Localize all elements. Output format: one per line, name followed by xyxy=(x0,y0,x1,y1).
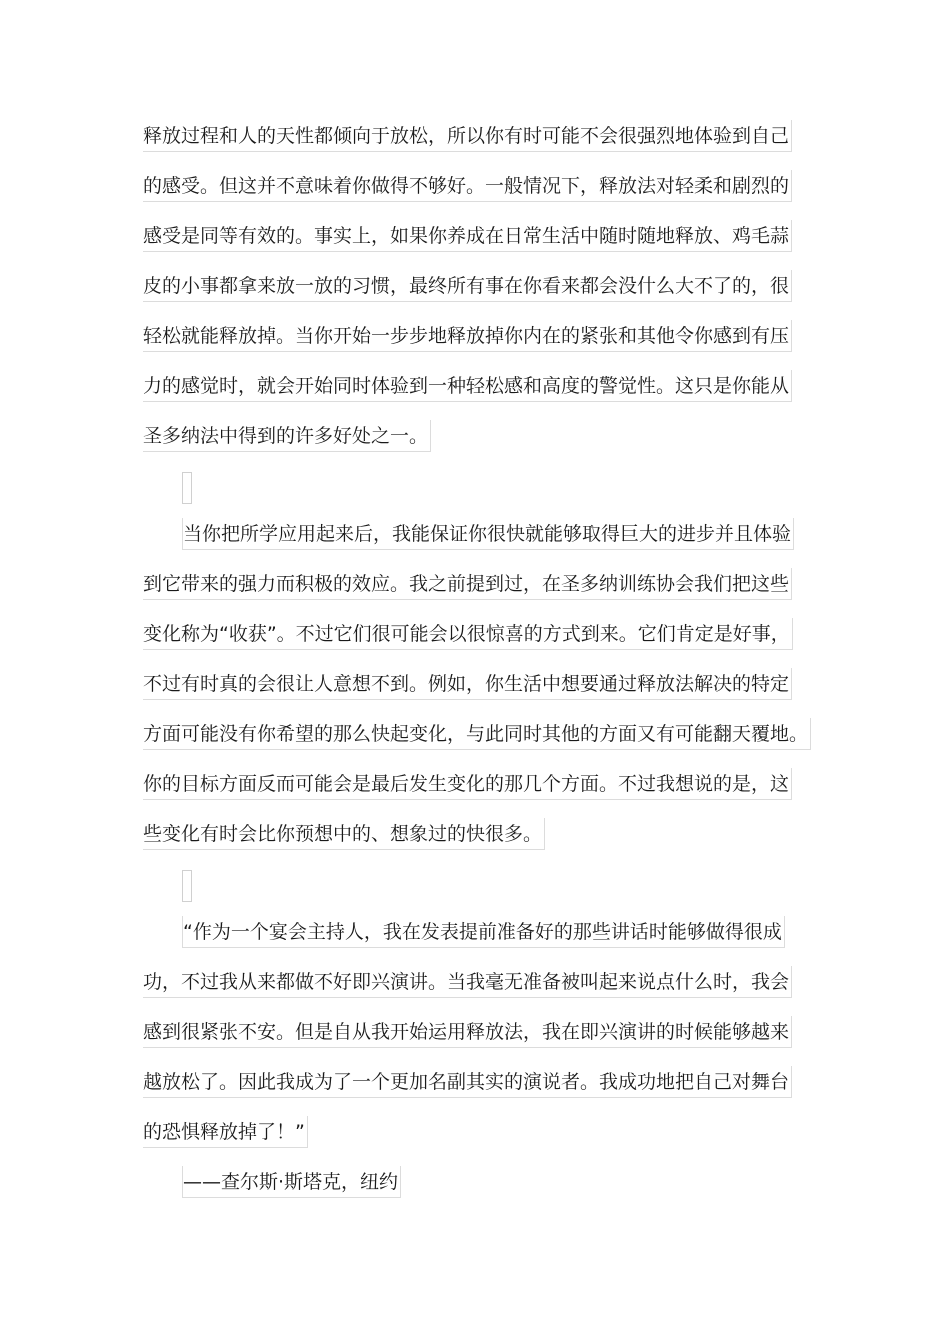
text-line: 轻松就能释放掉。当你开始一步步地释放掉你内在的紧张和其他令你感到有压 xyxy=(143,320,792,352)
text-line: 的感受。但这并不意味着你做得不够好。一般情况下，释放法对轻柔和剧烈的 xyxy=(143,170,792,202)
quote-attribution: ——查尔斯·斯塔克，纽约 xyxy=(182,1166,401,1198)
text-line: 到它带来的强力而积极的效应。我之前提到过，在圣多纳训练协会我们把这些 xyxy=(143,568,792,600)
quote-line: 感到很紧张不安。但是自从我开始运用释放法，我在即兴演讲的时候能够越来 xyxy=(143,1016,792,1048)
text-line: 方面可能没有你希望的那么快起变化，与此同时其他的方面又有可能翻天覆地。 xyxy=(143,718,811,750)
text-line: 不过有时真的会很让人意想不到。例如，你生活中想要通过释放法解决的特定 xyxy=(143,668,792,700)
text-line: 皮的小事都拿来放一放的习惯，最终所有事在你看来都会没什么大不了的，很 xyxy=(143,270,792,302)
quote-line: 的恐惧释放掉了！” xyxy=(143,1116,308,1148)
text-line: 力的感觉时，就会开始同时体验到一种轻松感和高度的警觉性。这只是你能从 xyxy=(143,370,792,402)
empty-paragraph-marker xyxy=(182,870,192,902)
text-line: 你的目标方面反而可能会是最后发生变化的那几个方面。不过我想说的是，这 xyxy=(143,768,792,800)
text-line: 些变化有时会比你预想中的、想象过的快很多。 xyxy=(143,818,545,850)
empty-paragraph-marker xyxy=(182,472,192,504)
quote-line: 功，不过我从来都做不好即兴演讲。当我毫无准备被叫起来说点什么时，我会 xyxy=(143,966,792,998)
text-line: 当你把所学应用起来后，我能保证你很快就能够取得巨大的进步并且体验 xyxy=(182,518,794,550)
text-line: 圣多纳法中得到的许多好处之一。 xyxy=(143,420,431,452)
quote-line: 越放松了。因此我成为了一个更加名副其实的演说者。我成功地把自己对舞台 xyxy=(143,1066,792,1098)
text-line: 释放过程和人的天性都倾向于放松，所以你有时可能不会很强烈地体验到自己 xyxy=(143,120,792,152)
quote-line: “作为一个宴会主持人，我在发表提前准备好的那些讲话时能够做得很成 xyxy=(182,916,785,948)
text-line: 变化称为“收获”。不过它们很可能会以很惊喜的方式到来。它们肯定是好事， xyxy=(143,618,793,650)
text-line: 感受是同等有效的。事实上，如果你养成在日常生活中随时随地释放、鸡毛蒜 xyxy=(143,220,792,252)
